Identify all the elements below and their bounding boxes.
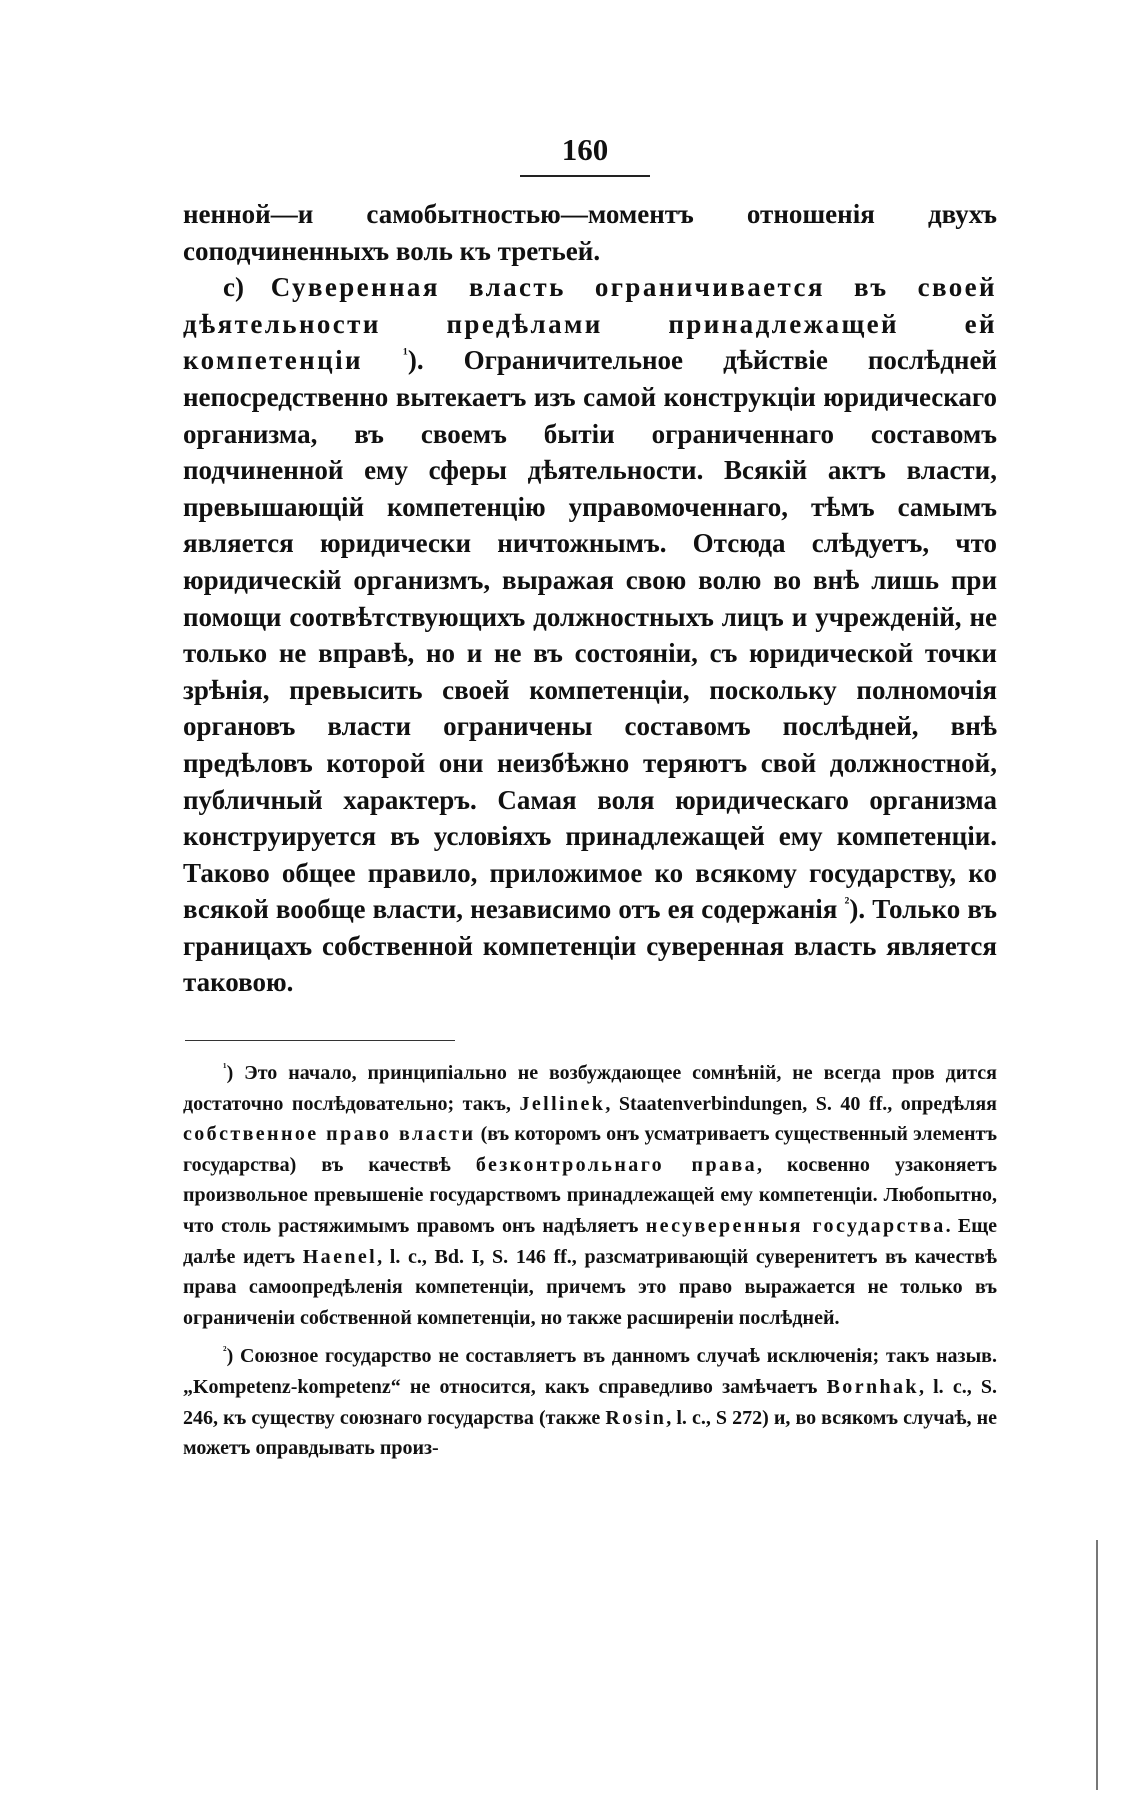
footnote-2-text-b: , l. c., S. 246, къ существу союзнаго государства (также	[183, 1375, 998, 1429]
footnote-1-marker: ¹	[223, 1060, 227, 1075]
page-number: 160	[561, 132, 609, 167]
footnote-1-text-e: . Еще далѣе идетъ	[183, 1214, 997, 1268]
spaced-emphasis: собственное право власти	[183, 1123, 476, 1146]
author-rosin: Rosin	[605, 1406, 667, 1429]
footnote-1-text-a: ) Это начало, принципіально не возбуждающее сомнѣній, не всегда пров дится достаточно послѣдовательно; такъ,	[183, 1062, 997, 1115]
footnote-2-text-c: , l. c., S 272) и, во всякомъ случаѣ, не можетъ оправдывать произ-	[183, 1406, 997, 1460]
author-bornhak: Bornhak	[826, 1375, 919, 1398]
spaced-emphasis: Суверенная власть ограничивается въ своей дѣятельности предѣлами принадлежащей ей компетенціи	[183, 272, 998, 376]
page-edge-line	[1096, 1540, 1098, 1790]
author-haenel: Haenel	[302, 1245, 378, 1268]
footnote-1-text-b: , Staatenverbindungen, S. 40 ff., опредѣляя	[605, 1092, 997, 1115]
paragraph-2-middle: ). Ограничительное дѣйствіе послѣдней непосредственно вытекаетъ изъ самой конструкціи юридическаго организма, въ своемъ бытіи ограниченнаго составомъ подчиненной ему сферы дѣятельности. Всякій актъ власти, превышающій компетенцію управомоченнаго, тѣмъ самымъ является юридически ничтожнымъ. Отсюда слѣдуетъ, что юридическій организмъ, выражая свою волю во внѣ лишь при помощи соотвѣтствующихъ должностныхъ лицъ и учрежденій, не только не вправѣ, но и не въ состояніи, съ юридической точки зрѣнія, превысить своей компетенціи, поскольку полномочія органовъ власти ограничены составомъ послѣдней, внѣ предѣловъ которой они неизбѣжно теряютъ свой должностной, публичный характеръ. Самая воля юридическаго организма конструируется въ условіяхъ принадлежащей ему компетенціи. Таково общее правило, приложимое ко всякому государству, ко всякой вообще власти, независимо отъ ея содержанія	[183, 345, 997, 925]
page-number-rule	[520, 175, 650, 177]
footnote-2-marker: ²	[223, 1343, 227, 1358]
footnote-1-text-f: , l. c., Bd. I, S. 146 ff., разсматривающій суверенитетъ въ качествѣ права самоопредѣленія компетенціи, причемъ это право выражается не только въ ограниченіи собственной компетенціи, но также расширеніи послѣдней.	[183, 1245, 998, 1329]
main-text	[183, 196, 997, 1001]
spaced-emphasis: несуверенныя государства	[645, 1214, 946, 1237]
footnote-2-text-a: ) Союзное государство не составляетъ въ данномъ случаѣ исключенія; такъ назыв. „Kompetenz-kompetenz“ не относится, какъ справедливо замѣчаетъ	[183, 1345, 997, 1398]
paragraph-1: ненной—и самобытностью—моментъ отношенія двухъ соподчиненныхъ воль къ третьей.	[183, 199, 997, 266]
footnote-1	[183, 1058, 997, 1333]
paragraph-2	[183, 269, 997, 1001]
paragraph-2-end: ). Только въ границахъ собственной компетенціи суверенная власть является таковою.	[183, 894, 998, 998]
footnote-1-text-d: , косвенно узаконяетъ произвольное превышеніе государствомъ принадлежащей ему компетенціи. Любопытно, что столь растяжимымъ правомъ онъ надѣляетъ	[183, 1153, 997, 1237]
footnotes	[183, 1058, 997, 1472]
footnote-2	[183, 1341, 997, 1463]
footnote-ref-1[interactable]: ¹	[402, 345, 408, 364]
footnote-ref-2[interactable]: ²	[844, 894, 850, 913]
footnote-1-text-c: (въ которомъ онъ усматриваетъ существенный элементъ государства) въ качествѣ	[183, 1123, 997, 1176]
footnote-separator	[185, 1040, 455, 1041]
item-label: с)	[223, 272, 244, 303]
spaced-emphasis: безконтрольнаго права	[475, 1153, 757, 1176]
author-jellinek: Jellinek	[519, 1092, 606, 1115]
